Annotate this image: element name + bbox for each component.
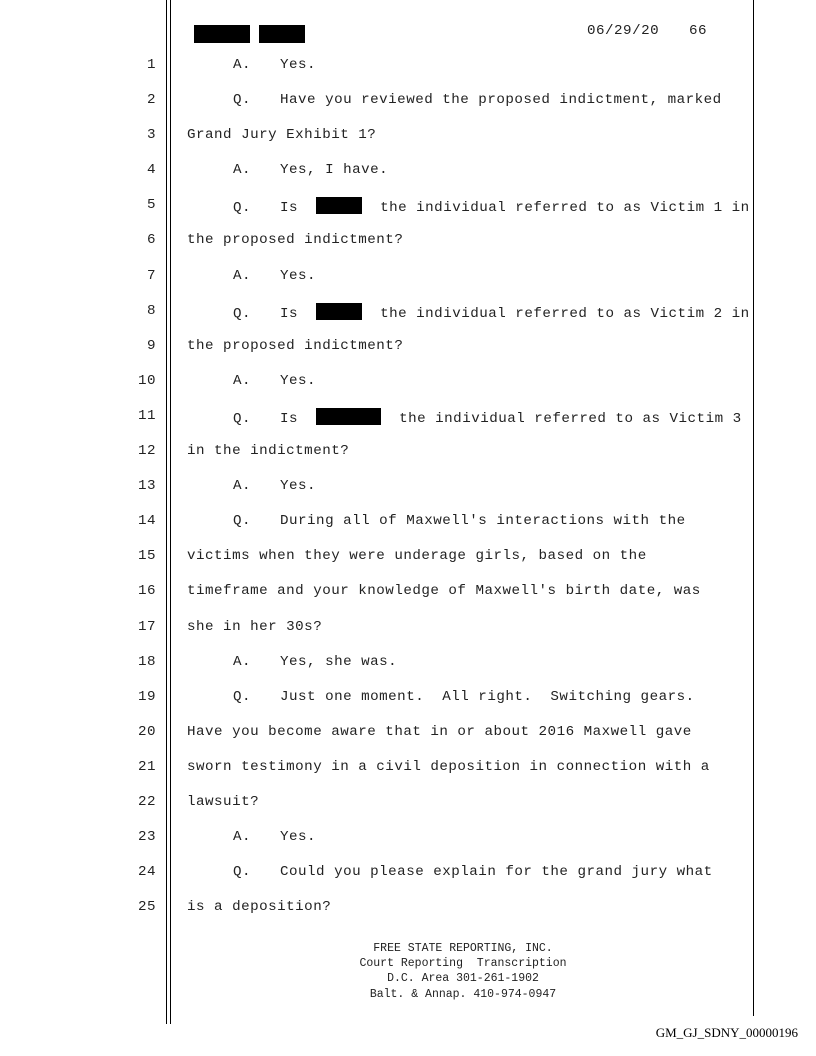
transcript-line: [0, 127, 816, 162]
line-text: [187, 197, 750, 216]
transcript-line: [0, 57, 816, 92]
line-content: in the indictment?: [187, 443, 350, 460]
line-text: [187, 373, 316, 389]
line-text: [187, 794, 259, 810]
speaker-label: Q.: [233, 688, 252, 705]
reporter-footer: [263, 941, 663, 1002]
footer-dc-phone: D.C. Area 301-261-1902: [387, 972, 539, 986]
line-content: the proposed indictment?: [187, 337, 404, 354]
speaker-label: Q.: [233, 513, 252, 530]
line-content: Just one moment. All right. Switching gears.: [280, 688, 695, 705]
name-redaction: [316, 303, 362, 320]
transcript-line: [0, 654, 816, 689]
transcript-line: [0, 829, 816, 864]
transcript-line: [0, 513, 816, 548]
footer-balt-phone: Balt. & Annap. 410-974-0947: [369, 987, 557, 1001]
line-number: 10: [137, 372, 156, 389]
line-number: 4: [146, 162, 156, 179]
line-text: [187, 899, 331, 915]
line-text: [187, 759, 710, 775]
line-number: 7: [146, 267, 156, 284]
line-text: [187, 689, 695, 705]
line-content: Yes, she was.: [280, 653, 398, 670]
line-content: Grand Jury Exhibit 1?: [187, 127, 377, 144]
line-text: [187, 583, 701, 599]
line-number: 11: [137, 407, 156, 424]
line-text-before-redaction: Is: [280, 200, 299, 217]
line-number: 23: [137, 829, 156, 846]
name-redaction: [316, 408, 381, 425]
line-number: 3: [146, 127, 156, 144]
line-number: 20: [137, 723, 156, 740]
header-redaction: [194, 25, 250, 43]
line-number: 1: [146, 57, 156, 73]
line-text: [187, 268, 316, 284]
line-number: 14: [137, 513, 156, 530]
line-content: lawsuit?: [187, 793, 260, 810]
speaker-label: A.: [233, 162, 252, 179]
transcript-line: [0, 232, 816, 267]
transcript-line: [0, 548, 816, 583]
speaker-label: Q.: [233, 864, 252, 881]
line-text: [187, 724, 692, 740]
line-number: 25: [137, 899, 156, 916]
line-content: Could you please explain for the grand jury what: [280, 864, 713, 881]
line-number: 24: [137, 864, 156, 881]
bates-number: GM_GJ_SDNY_00000196: [655, 1025, 798, 1040]
transcript-line: [0, 373, 816, 408]
line-content: Have you reviewed the proposed indictment, marked: [280, 92, 722, 109]
line-number: 19: [137, 688, 156, 705]
line-text-after-redaction: the individual referred to as Victim 3: [399, 410, 742, 427]
footer-company: FREE STATE REPORTING, INC.: [373, 942, 553, 955]
line-text: [187, 408, 742, 427]
line-text: [187, 478, 316, 494]
transcript-line: [0, 197, 816, 232]
line-text-before-redaction: Is: [280, 305, 299, 322]
line-content: the proposed indictment?: [187, 232, 404, 249]
line-text: [187, 443, 349, 459]
line-content: she in her 30s?: [187, 618, 323, 635]
speaker-label: Q.: [233, 200, 252, 217]
transcript-line: [0, 724, 816, 759]
line-text: [187, 654, 397, 670]
line-number: 17: [137, 618, 156, 635]
line-content: During all of Maxwell's interactions with the: [280, 513, 686, 530]
transcript-line: [0, 338, 816, 373]
line-text: [187, 127, 376, 143]
line-number: 22: [137, 793, 156, 810]
line-content: Yes.: [280, 372, 317, 389]
transcript-line: [0, 268, 816, 303]
line-text: [187, 548, 647, 564]
page-header: [193, 23, 733, 43]
line-content: Yes.: [280, 57, 317, 73]
header-redaction: [259, 25, 305, 43]
line-content: Yes.: [280, 829, 317, 846]
speaker-label: A.: [233, 653, 252, 670]
speaker-label: A.: [233, 372, 252, 389]
line-text-after-redaction: the individual referred to as Victim 1 in: [380, 200, 750, 217]
line-number: 12: [137, 443, 156, 460]
transcript-lines: [0, 57, 816, 934]
speaker-label: A.: [233, 478, 252, 495]
speaker-label: Q.: [233, 410, 252, 427]
footer-service: Court Reporting Transcription: [359, 957, 567, 971]
line-number: 8: [146, 302, 156, 319]
line-text: [187, 619, 322, 635]
transcript-line: [0, 899, 816, 934]
transcript-line: [0, 864, 816, 899]
line-number: 13: [137, 478, 156, 495]
line-number: 16: [137, 583, 156, 600]
line-text: [187, 864, 713, 880]
line-content: Have you become aware that in or about 2016 Maxwell gave: [187, 723, 692, 740]
transcript-line: [0, 408, 816, 443]
line-number: 6: [146, 232, 156, 249]
line-content: timeframe and your knowledge of Maxwell's birth date, was: [187, 583, 701, 600]
transcript-line: [0, 443, 816, 478]
speaker-label: A.: [233, 267, 252, 284]
line-number: 21: [137, 758, 156, 775]
line-text: [187, 92, 722, 108]
transcript-line: [0, 92, 816, 127]
line-text: [187, 829, 316, 845]
line-text: [187, 303, 750, 322]
line-number: 15: [137, 548, 156, 565]
line-content: is a deposition?: [187, 899, 332, 916]
header-page-number: 66: [689, 23, 708, 39]
line-number: 2: [146, 92, 156, 109]
transcript-line: [0, 303, 816, 338]
speaker-label: Q.: [233, 92, 252, 109]
line-content: Yes, I have.: [280, 162, 389, 179]
line-content: sworn testimony in a civil deposition in connection with a: [187, 758, 710, 775]
transcript-line: [0, 162, 816, 197]
transcript-line: [0, 619, 816, 654]
transcript-line: [0, 583, 816, 618]
speaker-label: A.: [233, 829, 252, 846]
line-content: victims when they were underage girls, based on the: [187, 548, 647, 565]
line-text-after-redaction: the individual referred to as Victim 2 in: [380, 305, 750, 322]
line-number: 9: [146, 337, 156, 354]
transcript-line: [0, 478, 816, 513]
line-number: 18: [137, 653, 156, 670]
line-text: [187, 513, 686, 529]
transcript-line: [0, 794, 816, 829]
speaker-label: Q.: [233, 305, 252, 322]
line-text: [187, 162, 388, 178]
line-number: 5: [146, 197, 156, 214]
line-text: [187, 232, 403, 248]
transcript-line: [0, 759, 816, 794]
speaker-label: A.: [233, 57, 252, 73]
line-text: [187, 57, 316, 73]
header-date: 06/29/20: [587, 23, 660, 39]
line-text: [187, 338, 403, 354]
transcript-line: [0, 689, 816, 724]
line-content: Yes.: [280, 478, 317, 495]
line-text-before-redaction: Is: [280, 410, 299, 427]
name-redaction: [316, 197, 362, 214]
line-content: Yes.: [280, 267, 317, 284]
